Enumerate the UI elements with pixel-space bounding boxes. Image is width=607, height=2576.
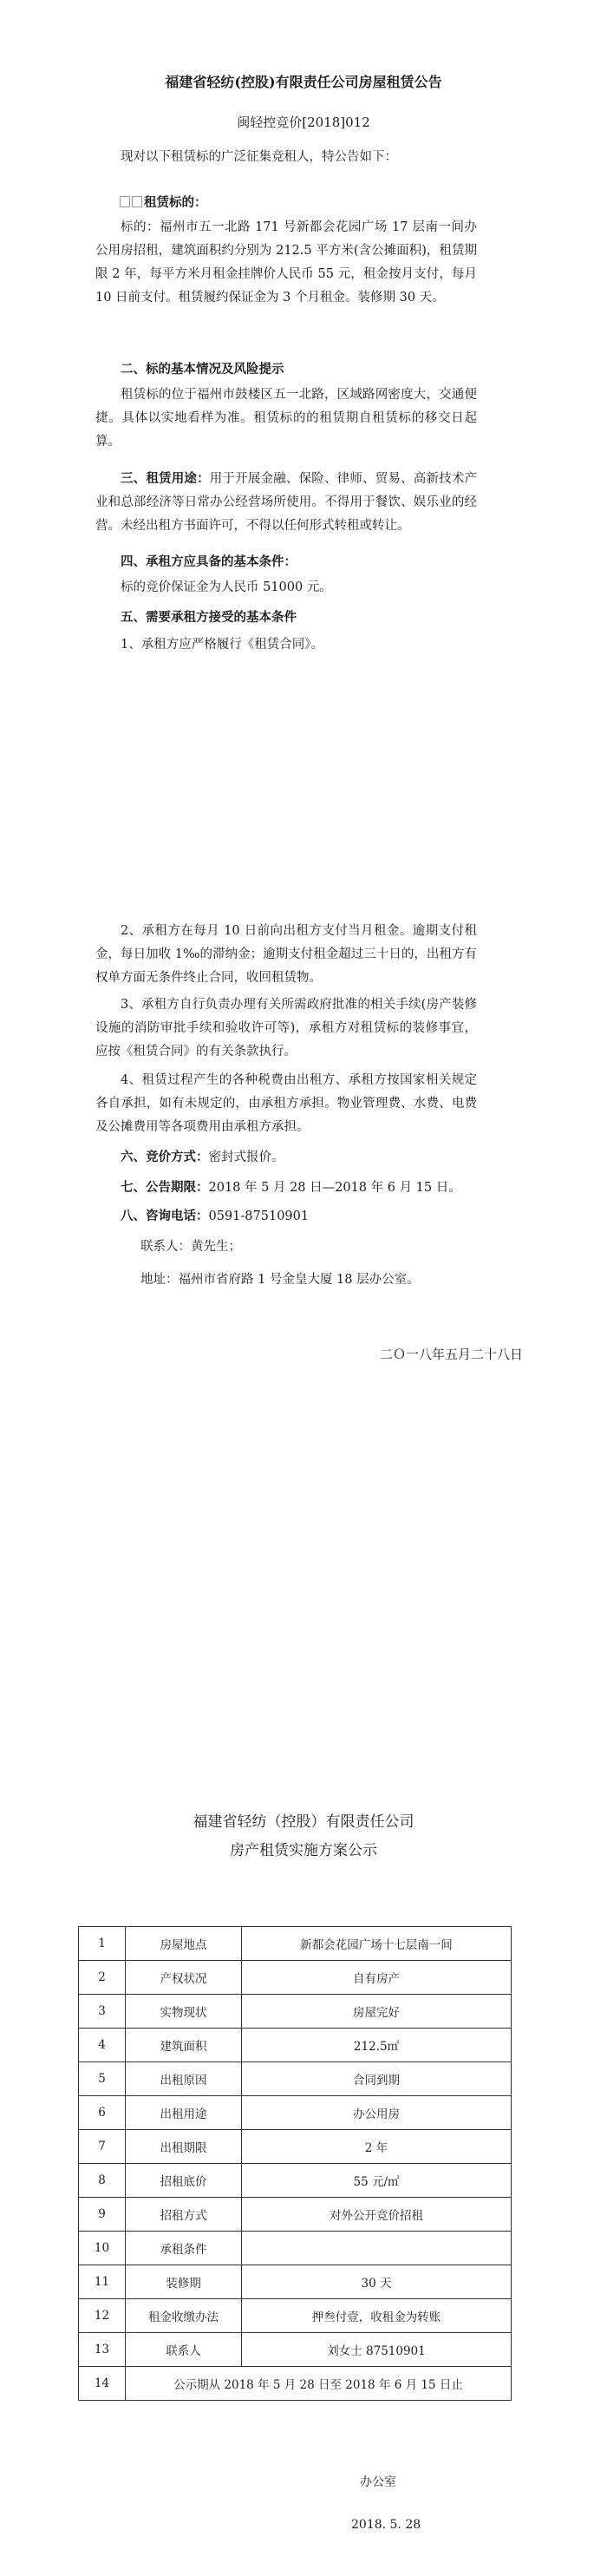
row-number: 11	[79, 2265, 126, 2299]
section-4-heading: 四、承租方应具备的基本条件：	[121, 554, 297, 569]
row-item: 实物现状	[126, 1995, 242, 2029]
row-item: 联系人	[126, 2333, 242, 2367]
row-item: 装修期	[126, 2265, 242, 2299]
section-3	[95, 467, 477, 538]
table-row	[79, 2232, 512, 2265]
row-value: 合同到期	[242, 2062, 512, 2096]
table-row	[79, 2265, 512, 2299]
table-row	[79, 2333, 512, 2367]
row-value	[242, 2232, 512, 2265]
row-value: 自有房产	[242, 1961, 512, 1995]
table-row	[79, 1927, 512, 1961]
row-item: 承租条件	[126, 2232, 242, 2265]
row-number: 1	[79, 1927, 126, 1961]
section-5-item-2: 2、承租方在每月 10 日前向出租方支付当月租金。逾期支付租金，每日加收 1‰的滞纳金；逾期支付租金超过三十日的，出租方有权单方面无条件终止合同，收回租赁物。	[95, 924, 477, 985]
row-item: 房屋地点	[126, 1927, 242, 1961]
plan-title-line-1: 福建省轻纺（控股）有限责任公司	[193, 1813, 414, 1831]
placeholder-box-icon	[120, 196, 130, 207]
row-value: 押叁付壹，收租金为转账	[242, 2299, 512, 2333]
table-row	[79, 2198, 512, 2232]
section-5-heading: 五、需要承租方接受的基本条件	[121, 610, 297, 625]
placeholder-box-icon	[132, 196, 142, 207]
section-4-body: 标的竞价保证金为人民币 51000 元。	[121, 580, 332, 594]
table-row	[79, 2367, 512, 2401]
row-value: 房屋完好	[242, 1995, 512, 2029]
publicity-period: 公示期从 2018 年 5 月 28 日至 2018 年 6 月 15 日止	[126, 2367, 512, 2401]
row-number: 6	[79, 2096, 126, 2130]
row-item: 出租期限	[126, 2130, 242, 2164]
row-number: 13	[79, 2333, 126, 2367]
table-row	[79, 2096, 512, 2130]
row-item: 招租方式	[126, 2198, 242, 2232]
row-item: 产权状况	[126, 1961, 242, 1995]
table-row	[79, 2164, 512, 2198]
section-1-heading: 租赁标的：	[120, 191, 501, 214]
table-row	[79, 2299, 512, 2333]
section-2-body: 租赁标的位于福州市鼓楼区五一北路，区域路网密度大，交通便捷。具体以实地看样为准。租赁标的的租赁期自租赁标的移交日起算。	[95, 388, 477, 449]
row-value: 刘女士 87510901	[242, 2333, 512, 2367]
row-value: 212.5㎡	[242, 2029, 512, 2062]
row-value: 2 年	[242, 2130, 512, 2164]
table-row	[79, 2029, 512, 2062]
row-number: 4	[79, 2029, 126, 2062]
section-7: 七、公告期限：2018 年 5 月 28 日—2018 年 6 月 15 日。	[121, 1180, 461, 1195]
row-number: 5	[79, 2062, 126, 2096]
row-item: 建筑面积	[126, 2029, 242, 2062]
section-3-body: 用于开展金融、保险、律师、贸易、高新技术产业和总部经济等日常办公经营场所使用。不得用于餐饮、娱乐业的经营。未经出租方书面许可，不得以任何形式转租或转让。	[95, 472, 477, 533]
row-number: 3	[79, 1995, 126, 2029]
row-number: 9	[79, 2198, 126, 2232]
row-number: 7	[79, 2130, 126, 2164]
row-value: 对外公开竞价招租	[242, 2198, 512, 2232]
notice-intro: 现对以下租赁标的广泛征集竞租人，特公告如下：	[121, 150, 397, 164]
row-item: 出租原因	[126, 2062, 242, 2096]
section-5-item-4: 4、租赁过程产生的各种税费由出租方、承租方按国家相关规定各自承担，如有未规定的，由承租方承担。物业管理费、水费、电费及公摊费用等各项费用由承租方承担。	[95, 1073, 477, 1134]
row-number: 12	[79, 2299, 126, 2333]
row-item: 出租用途	[126, 2096, 242, 2130]
row-number: 8	[79, 2164, 126, 2198]
notice-date: 二Ｏ一八年五月二十八日	[380, 1347, 524, 1362]
document-number: 闽轻控竞价[2018]012	[237, 115, 370, 130]
row-number: 2	[79, 1961, 126, 1995]
row-item: 租金收缴办法	[126, 2299, 242, 2333]
table-row	[79, 2062, 512, 2096]
row-value: 新都会花园广场十七层南一间	[242, 1927, 512, 1961]
section-2-heading: 二、标的基本情况及风险提示	[121, 362, 284, 377]
table-row	[79, 1961, 512, 1995]
section-5-item-3: 3、承租方自行负责办理有关所需政府批准的相关手续(房产装修设施的消防审批手续和验收许可等)，承租方对租赁标的装修事宜，应按《租赁合同》的有关条款执行。	[95, 998, 477, 1059]
notice-title: 福建省轻纺(控股)有限责任公司房屋租赁公告	[165, 74, 442, 90]
row-value: 55 元/㎡	[242, 2164, 512, 2198]
table-row	[79, 1995, 512, 2029]
contact-address: 地址：福州市省府路 1 号金皇大厦 18 层办公室。	[140, 1273, 420, 1287]
row-value: 办公用房	[242, 2096, 512, 2130]
plan-office: 办公室	[360, 2475, 396, 2489]
section-6: 六、竞价方式：密封式报价。	[121, 1150, 284, 1164]
table-row	[79, 2130, 512, 2164]
row-number: 14	[79, 2367, 126, 2401]
section-8: 八、咨询电话：0591-87510901	[121, 1209, 310, 1223]
section-1-body: 标的：福州市五一北路 171 号新都会花园广场 17 层南一间办公用房招租，建筑面积约分别为 212.5 平方米(含公摊面积)，租赁期限 2 年，每平方米月租金挂牌价人民币 55 元，租金按月支付，每月 10 日前支付。租赁履约保证金为 3 个月租金。装修期 30 天。	[95, 220, 477, 305]
section-3-heading: 三、租赁用途：	[121, 471, 210, 486]
contact-person: 联系人：黄先生；	[140, 1240, 241, 1254]
row-item: 招租底价	[126, 2164, 242, 2198]
plan-table	[78, 1926, 512, 2401]
row-value: 30 天	[242, 2265, 512, 2299]
plan-title-line-2: 房产租赁实施方案公示	[230, 1842, 377, 1859]
section-5-item-1: 1、承租方应严格履行《租赁合同》。	[121, 638, 323, 652]
row-number: 10	[79, 2232, 126, 2265]
plan-date: 2018. 5. 28	[351, 2518, 421, 2532]
